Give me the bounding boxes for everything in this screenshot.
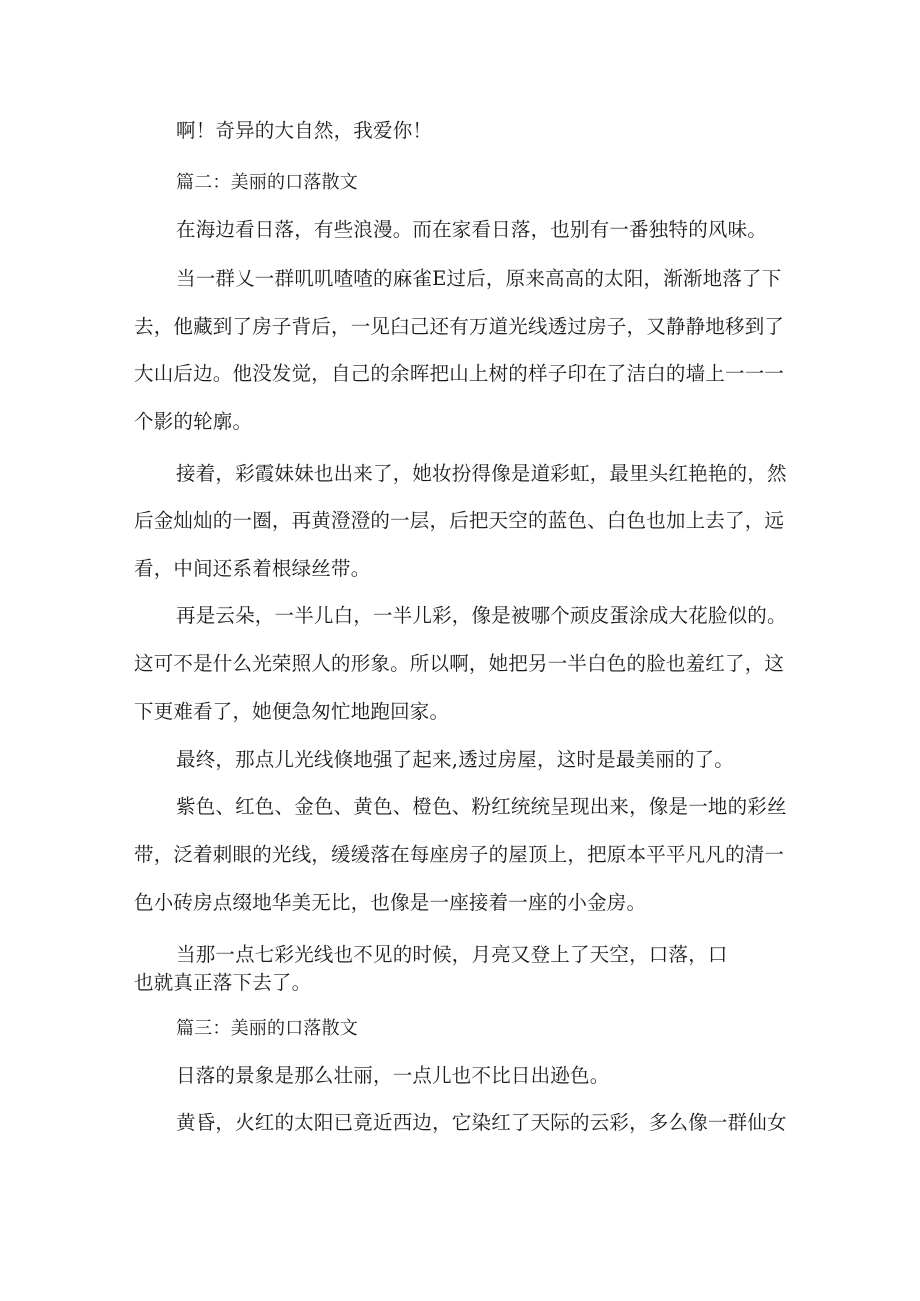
section-heading: 篇三：美丽的口落散文	[176, 1018, 358, 1039]
paragraph-line: 接着，彩霞妹妹也出来了，她妆扮得像是道彩虹，最里头红艳艳的，然	[176, 462, 787, 485]
paragraph-line: 个影的轮廓。	[134, 410, 253, 433]
paragraph-line: 去，他藏到了房子背后，一见臼己还有万道光线透过房子，又静静地移到了	[134, 315, 785, 338]
paragraph-line: 当那一点七彩光线也不见的时候，月亮又登上了天空，口落，口	[176, 943, 728, 966]
paragraph-line: 当一群乂一群叽叽喳喳的麻雀E过后，原来高高的太阳，渐渐地落了下	[176, 267, 782, 290]
paragraph-line: 后金灿灿的一圈，再黄澄澄的一层，后把天空的蓝色、白色也加上去了，远	[134, 509, 785, 532]
paragraph-line: 啊！奇异的大自然，我爱你！	[176, 119, 433, 142]
paragraph-line: 带，泛着刺眼的光线，缓缓落在每座房子的屋顶上，把原本平平凡凡的清一	[134, 843, 785, 866]
paragraph-line: 在海边看日落，有些浪漫。而在家看日落，也别有一番独特的风味。	[176, 218, 768, 241]
paragraph-line: 黄昏，火红的太阳已竟近西边，它染红了天际的云彩，多么像一群仙女	[176, 1111, 787, 1134]
paragraph-line: 色小砖房点缀地华美无比，也像是一座接着一座的小金房。	[134, 891, 647, 914]
paragraph-line: 再是云朵，一半儿白，一半儿彩，像是被哪个顽皮蛋涂成大花脸似的。	[176, 604, 787, 627]
paragraph-line: 紫色、红色、金色、黄色、橙色、粉红统统呈现出来，像是一地的彩丝	[176, 795, 787, 818]
section-heading: 篇二：美丽的口落散文	[176, 172, 358, 193]
paragraph-line: 看，中间还系着根绿丝带。	[134, 557, 371, 580]
paragraph-line: 下更难看了，她便急匆忙地跑回家。	[134, 700, 450, 723]
paragraph-line: 这可不是什么光荣照人的形象。所以啊，她把另一半白色的脸也羞红了，这	[134, 652, 785, 675]
paragraph-line: 最终，那点儿光线倏地强了起来,透过房屋，这时是最美丽的了。	[176, 748, 734, 771]
paragraph-line: 日落的景象是那么壮丽，一点儿也不比日出逊色。	[176, 1064, 610, 1087]
paragraph-line: 大山后边。他没发觉，自己的余晖把山上树的样子印在了洁白的墙上一一一	[134, 362, 785, 385]
paragraph-line: 也就真正落下去了。	[134, 971, 312, 994]
